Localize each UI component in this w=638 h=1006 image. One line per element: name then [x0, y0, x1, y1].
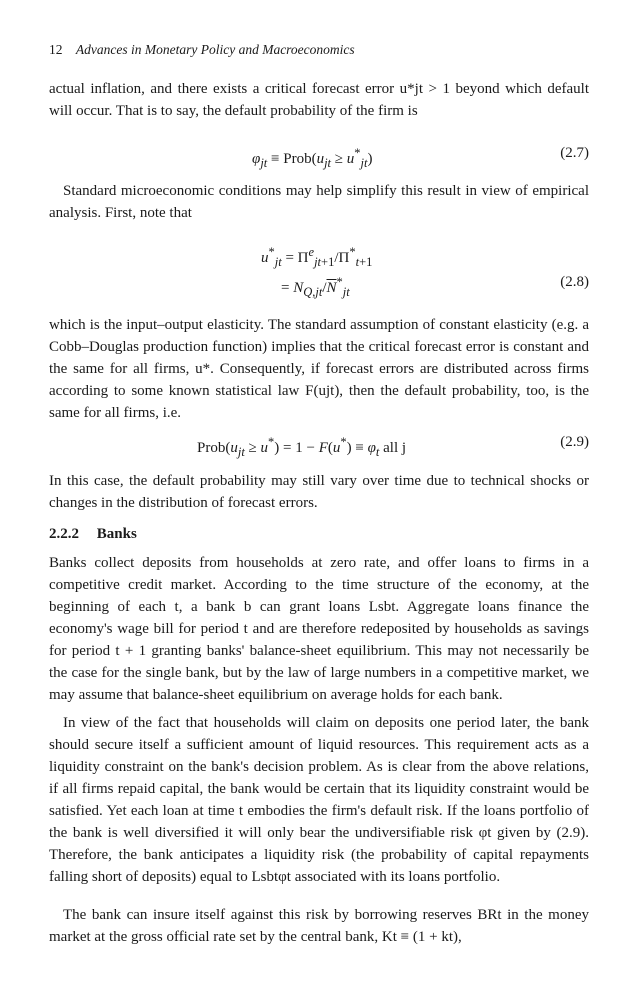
- section-number: 2.2.2: [49, 526, 79, 542]
- equation-2-8: [49, 240, 589, 299]
- equation-2-9: [49, 430, 589, 459]
- equation-2-7: [49, 141, 589, 170]
- page-number: 12: [49, 42, 63, 57]
- equation-2-9-tail: all j: [383, 440, 407, 456]
- running-title: Advances in Monetary Policy and Macroeconomics: [75, 42, 355, 57]
- equation-2-9-body: $Prob(u_{jt} \ge u^*) = 1 - F(u^*) \equiv \varphi_t$ all j: [197, 435, 407, 459]
- equation-2-7-number: (2.7): [560, 145, 589, 161]
- equation-2-9-number: (2.9): [560, 434, 589, 450]
- paragraph-7: The bank can insure itself against this risk by borrowing reserves BRt in the money market at the gross official rate set by the central bank, Kt ≡ (1 + kt),: [49, 907, 589, 945]
- running-header: [49, 42, 355, 58]
- paragraph-2: Standard microeconomic conditions may help simplify this result in view of empirical analysis. First, note that: [49, 183, 589, 221]
- paragraph-6: In view of the fact that households will claim on deposits one period later, the bank should secure itself a sufficient amount of liquid resources. This requirement acts as a liquidity constraint on the bank's decision problem. As is clear from the above relations, if all firms repaid capital, the bank would be certain that its liquidity constraint would be satisfied. Yet each loan at time t embodies the firm's default risk. If the loans portfolio of the bank is well diversified it will only bear the undiversifiable risk φt given by (2.9). Therefore, the bank anticipates a liquidity risk (the probability of capital repayments falling short of deposits) equal to Lsbtφt associated with its loans portfolio.: [49, 715, 589, 885]
- paragraph-3: which is the input–output elasticity. The standard assumption of constant elasticity (e.g. a Cobb–Douglas production function) implies that the critical forecast error is constant and the same for all firms, u*. Consequently, if forecast errors are distributed across firms according to some known statistical law F(ujt), then the default probability, too, is the same for all firms, i.e.: [49, 317, 589, 421]
- section-heading: [49, 526, 137, 543]
- paragraph-5: Banks collect deposits from households at zero rate, and offer loans to firms in a competitive credit market. According to the time structure of the economy, at the beginning of each t, a bank b can grant loans Lsbt. Aggregate loans finance the economy's wage bill for period t and are therefore redeposited by households as savings for period t + 1 granting banks' balance-sheet equilibrium. This may not necessarily be the case for the single bank, but by the law of large numbers in a competitive market, we may assume that balance-sheet equilibrium on average holds for each bank.: [49, 555, 589, 703]
- section-title: Banks: [96, 526, 137, 542]
- equation-2-8-number: (2.8): [560, 274, 589, 290]
- paragraph-4: In this case, the default probability may still vary over time due to technical shocks or changes in the distribution of forecast errors.: [49, 473, 589, 511]
- equation-2-8-line-2: = $N_{Q,jt}/\overline{N}^*_{jt}$: [281, 275, 350, 299]
- equation-2-8-line-1: $u^*_{jt} = \Pi^e_{jt+1}/\Pi^*_{t+1}$: [261, 245, 373, 269]
- paragraph-1: actual inflation, and there exists a critical forecast error u*jt > 1 beyond which default will occur. That is to say, the default probability of the firm is: [49, 81, 589, 119]
- equation-2-7-body: $\varphi_{jt}$ ≡ $Prob(u_{jt} \ge u^*_{jt})$: [252, 146, 373, 170]
